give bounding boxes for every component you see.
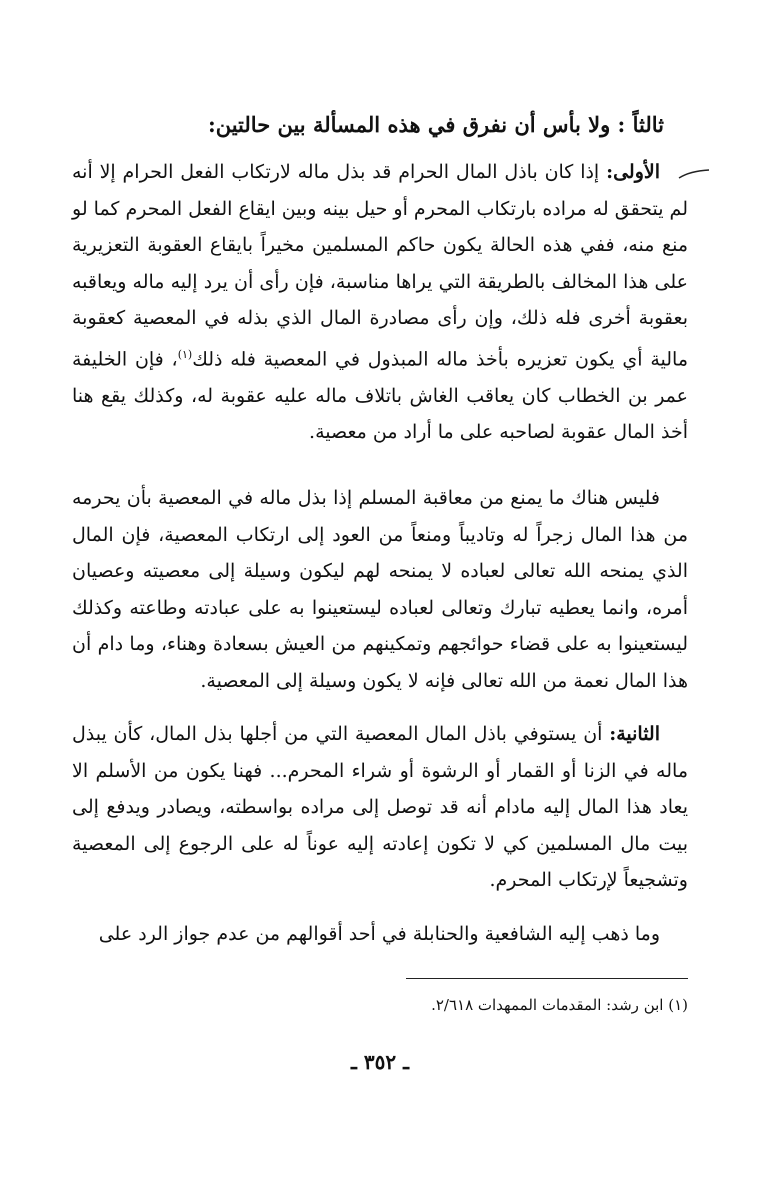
paragraph-second-case	[72, 716, 688, 899]
section-heading: ثالثاً : ولا بأس أن نفرق في هذه المسألة بين حالتين:	[207, 112, 664, 137]
footnote-divider	[406, 978, 688, 979]
paragraph-text: فليس هناك ما يمنع من معاقبة المسلم إذا بذل ماله في المعصية بأن يحرمه من هذا المال زجراً له وتاديباً ومنعاً من العود إلى ارتكاب المعصية، فإن المال الذي يمنحه الله تعالى لعباده لا يمنحه لهم ليكون وسيلة إلى معصيته وعصيان أمره، وانما يعطيه تبارك وتعالى لعباده ليستعينوا به على عبادته وطاعته وكذلك ليستعينوا به على قضاء حوائجهم وتمكينهم من العيش بسعادة وهناء، وما دام أن هذا المال نعمة من الله تعالى فإنه لا يكون وسيلة إلى المعصية.	[72, 487, 688, 692]
footnote: (١) ابن رشد: المقدمات الممهدات ٢/٦١٨.	[431, 996, 688, 1014]
page-number: ـ ٣٥٢ ـ	[351, 1050, 409, 1074]
paragraph-lead: الأولى:	[606, 161, 660, 183]
paragraph-text-continued: ، فإن الخليفة عمر بن الخطاب كان يعاقب الغاش باتلاف ماله عليه عقوبة له، وكذلك يقع هنا أخذ المال عقوبة لصاحبه على ما أراد من معصية.	[72, 348, 688, 444]
paragraph-first-case	[72, 154, 688, 451]
paragraph-lead: الثانية:	[609, 723, 660, 745]
paragraph-text: إذا كان باذل المال الحرام قد بذل ماله لارتكاب الفعل الحرام إلا أنه لم يتحقق له مراده بارتكاب المحرم أو حيل بينه وبين ايقاع الفعل المحرم كما لو منع منه، ففي هذه الحالة يكون حاكم المسلمين مخيراً بايقاع العقوبة التعزيرية على هذا المخالف بالطريقة التي يراها مناسبة، فإن رأى أن يرد إليه ماله ويعاقبه بعقوبة أخرى فله ذلك، وإن رأى مصادرة المال الذي بذله في المعصية كعقوبة مالية أي يكون تعزيره بأخذ ماله المبذول في المعصية فله ذلك	[72, 161, 688, 371]
footnote-reference: (١)	[177, 347, 193, 361]
paragraph-text: وما ذهب إليه الشافعية والحنابلة في أحد أقوالهم من عدم جواز الرد على	[98, 923, 660, 945]
paragraph-punishment	[72, 480, 688, 700]
paragraph-text: أن يستوفي باذل المال المعصية التي من أجلها بذل المال، كأن يبذل ماله في الزنا أو القمار أو الرشوة أو شراء المحرم... فهنا يكون من الأسلم الا يعاد هذا المال إليه مادام أنه قد توصل إلى مراده بواسطته، ويصادر ويدفع إلى بيت مال المسلمين كي لا تكون إعادته إليه عوناً له على الرجوع إلى المعصية وتشجيعاً لإرتكاب المحرم.	[72, 723, 688, 892]
paragraph-schools-opinion	[72, 916, 688, 953]
